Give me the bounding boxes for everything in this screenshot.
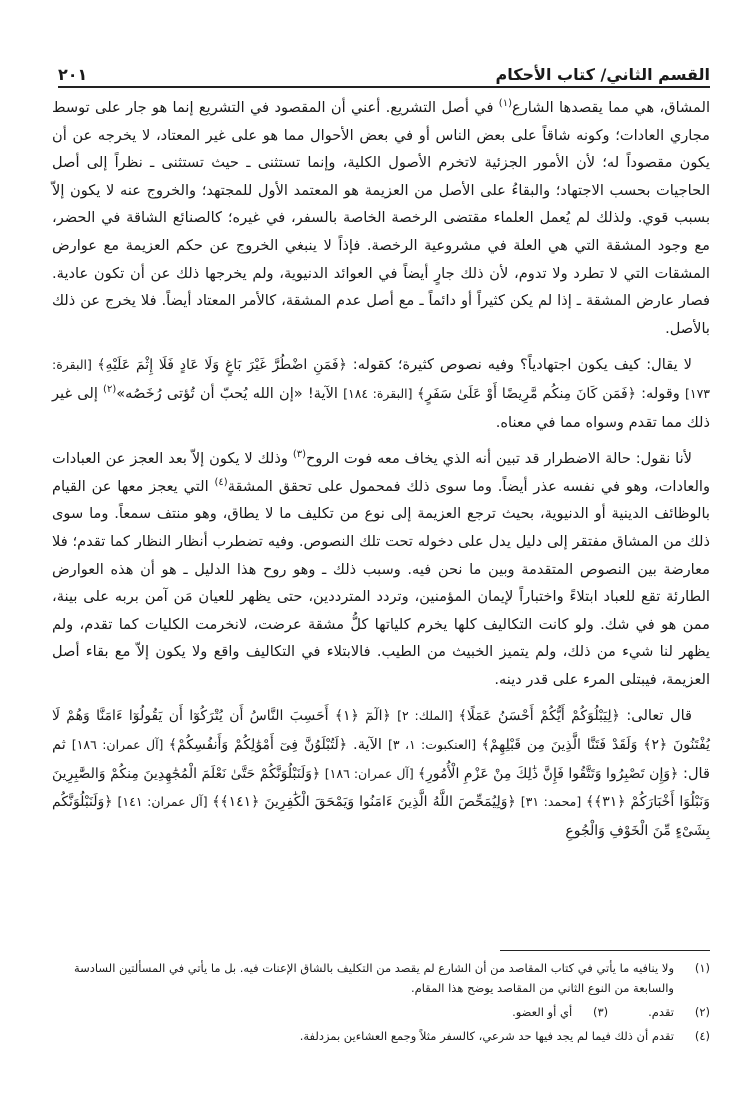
verse-reference: [الملك: ٢] [397,708,459,724]
verse-reference: [البقرة: ١٨٤] [343,385,418,401]
text-run: وذلك لا يكون إلاّ بعد العجز عن العبادات والعادات، وهو في نفسه عذر أيضاً. وما سوى ذلك فمحمول على تحقق المشقة [52,450,710,495]
paragraph-3 [52,445,710,693]
verse-reference: [آل عمران: ١٨٦] [324,765,418,781]
footnote-ref-3: (٣) [292,449,307,461]
page-number: ٢٠١ [58,65,88,84]
text-run: وقوله: [635,384,685,402]
text-run: ثم قال: [52,736,710,782]
quran-verse: ﴿وَإِن تَصْبِرُوا وَتَتَّقُوا فَإِنَّ ذَٰلِكَ مِنْ عَزْمِ الْأُمُورِ﴾ [417,765,679,782]
footnote-ref-4: (٤) [214,476,228,488]
footnote-number: (٣) [592,1005,609,1019]
quran-verse: ﴿لَتُبْلَوُنَّ فِىٓ أَمْوَٰلِكُمْ وَأَنفُسِكُمْ﴾ [168,737,348,754]
quran-verse: ﴿وَلَنَبْلُوَنَّكُمْ حَتَّىٰ نَعْلَمَ الْمُجَٰهِدِينَ مِنكُمْ وَالصَّٰبِرِينَ وَنَبْلُوَا أَخْبَارَكُمْ ﴿٣١﴾﴾ [52,765,710,811]
verse-reference: [العنكبوت: ١، ٣] [387,737,482,753]
footnote-text: تقدم. [648,1005,674,1019]
quran-verse: ﴿لِيَبْلُوَكُمْ أَيُّكُمْ أَحْسَنُ عَمَلًا﴾ [458,708,620,725]
verse-reference: [آل عمران: ١٤١] [117,794,213,810]
footnote-1 [52,958,710,998]
footnote-4 [52,1026,710,1046]
quran-verse: ﴿وَلِيُمَحِّصَ اللَّهُ الَّذِينَ ءَامَنُوا وَيَمْحَقَ الْكَٰفِرِينَ ﴿١٤١﴾﴾ [212,794,521,811]
text-run: التي يعجز معها عن القيام بالوظائف الدينية أو الدنيوية، بحيث ترجع العزيمة إلى نوع من تكليف ما لا يطاق، وهو منتف سمعاً. وما سوى ذلك من المشاق مفتقر إلى دليل يدل على دخوله تحت تلك النصوص. وفيه تضطرب أنظار النظار كما تقدم؛ فلا معارضة بين النصوص المتقدمة وبين ما نحن فيه. وسبب ذلك ـ وهو روح هذا الدليل ـ هو أن هذه العوارض الطارئة تقع للعباد ابتلاءً واختباراً لإيمان المؤمنين، وتردد المترددين، حتى يظهر للعيان مَن آمن بربه على بينة، ممن هو في شك. ولو كانت التكاليف كلها يخرم كلياتها كلُّ مشقة عرضت، لانخرمت الكليات كما تقدم، ولم يظهر لنا شيء من ذلك، ولم يتميز الخبيث من الطيب. فالابتلاء في التكاليف واقع ولا يكون إلاّ مع بقاء أصل العزيمة، فيبتلى المرء على قدر دينه. [52,477,710,688]
paragraph-4 [52,702,710,845]
footnote-rule [500,950,710,951]
running-title: القسم الثاني/ كتاب الأحكام [495,65,710,84]
text-run: قال تعالى: [619,707,692,725]
footnote-ref-1: (١) [498,98,512,110]
quran-verse: ﴿الٓمٓ ﴿١﴾ أَحَسِبَ النَّاسُ أَن يُتْرَكُوٓا أَن يَقُولُوٓا ءَامَنَّا وَهُمْ لَا يُفْتَنُونَ ﴿٢﴾ وَلَقَدْ فَتَنَّا الَّذِينَ مِن قَبْلِهِمْ﴾ [52,708,710,754]
footnote-text: تقدم أن ذلك فيما لم يجد فيها حد شرعي، كالسفر مثلاً وجمع العشاءين بمزدلفة. [299,1029,674,1043]
footnote-3 [512,1002,608,1022]
footnote-number: (٤) [694,1029,710,1043]
paragraph-2 [52,351,710,436]
text-run: لا يقال: كيف يكون اجتهادياً؟ وفيه نصوص كثيرة؛ كقوله: [346,356,692,374]
verse-reference: [آل عمران: ١٨٦] [71,737,169,753]
quran-verse: ﴿فَمَنِ اضْطُرَّ غَيْرَ بَاغٍ وَلَا عَادٍ فَلَا إِثْمَ عَلَيْهِ﴾ [97,357,347,374]
verse-reference: [البقرة: ١٧٣] [52,357,711,401]
footnote-text: ولا ينافيه ما يأتي في كتاب المقاصد من أن الشارع لم يقصد من التكليف بالشاق الإعنات فيه. بل ما يأتي في المسألتين السادسة والسابعة من النوع الثاني من المقاصد يوضح هذا المقام. [74,961,674,995]
footnote-pair [52,1002,710,1022]
text-run: لأنا نقول: حالة الاضطرار قد تبين أنه الذي يخاف معه فوت الروح [306,450,692,468]
footnote-ref-2: (٢) [103,384,117,396]
footnote-number: (١) [694,961,710,975]
quran-verse: ﴿فَمَن كَانَ مِنكُم مَّرِيضًا أَوْ عَلَىٰ سَفَرٍ﴾ [417,385,636,402]
main-text [52,94,711,839]
text-run: المشاق، هي مما يقصدها الشارع [511,99,710,116]
footnote-2 [648,1002,710,1022]
header-rule [58,86,710,88]
text-run: الآية. [347,736,388,754]
text-run: الآية! «إن الله يُحبّ أن تُؤتى رُخَصُه» [116,384,344,402]
footnotes [52,958,710,1050]
footnote-number: (٢) [694,1005,710,1019]
quran-verse: ﴿وَلَنَبْلُوَنَّكُم بِشَىْءٍ مِّنَ الْخَوْفِ وَالْجُوعِ [52,794,710,839]
footnote-text: أي أو العضو. [512,1005,573,1019]
paragraph-1 [52,94,710,342]
text-run: في أصل التشريع. أعني أن المقصود في التشريع إنما هو جار على توسط مجاري العادات؛ وكونه شاقاً على بعض الناس أو في بعض الأحوال مما هو على غير المعتاد، لا يخرجه عن أن يكون مقصوداً له؛ لأن الأمور الجزئية لاتخرم الأصول الكلية، وإنما تستثنى ـ حيث تستثنى ـ نظراً إلى أصل الحاجيات بحسب الاجتهاد؛ والبقاءُ على الأصل من العزيمة هو المعتمد الأول للمجتهد؛ والخروج عنه لا يكون إلاّ بسبب قوي. ولذلك لم يُعمل العلماء مقتضى الرخصة الخاصة بالسفر، في غيره؛ كالصنائع الشاقة في الحضر، مع وجود المشقة التي هي العلة في مشروعية الرخصة. فإذاً لا ينبغي الخروج عن حكم العزيمة مع عوارض المشقات التي لا تطرد ولا تدوم، لأن ذلك جارٍ أيضاً في العوائد الدنيوية، ولم يخرجها ذلك عن أن تكون عادية. فصار عارض المشقة ـ إذا لم يكن كثيراً أو دائماً ـ مع أصل عدم المشقة، كالأمر المعتاد أيضاً. فلا يخرج عن ذلك بالأصل. [52,99,710,337]
verse-reference: [محمد: ٣١] [520,794,586,810]
running-header [58,56,710,84]
text-run: إلى غير ذلك مما تقدم وسواه مما في معناه. [52,384,710,431]
